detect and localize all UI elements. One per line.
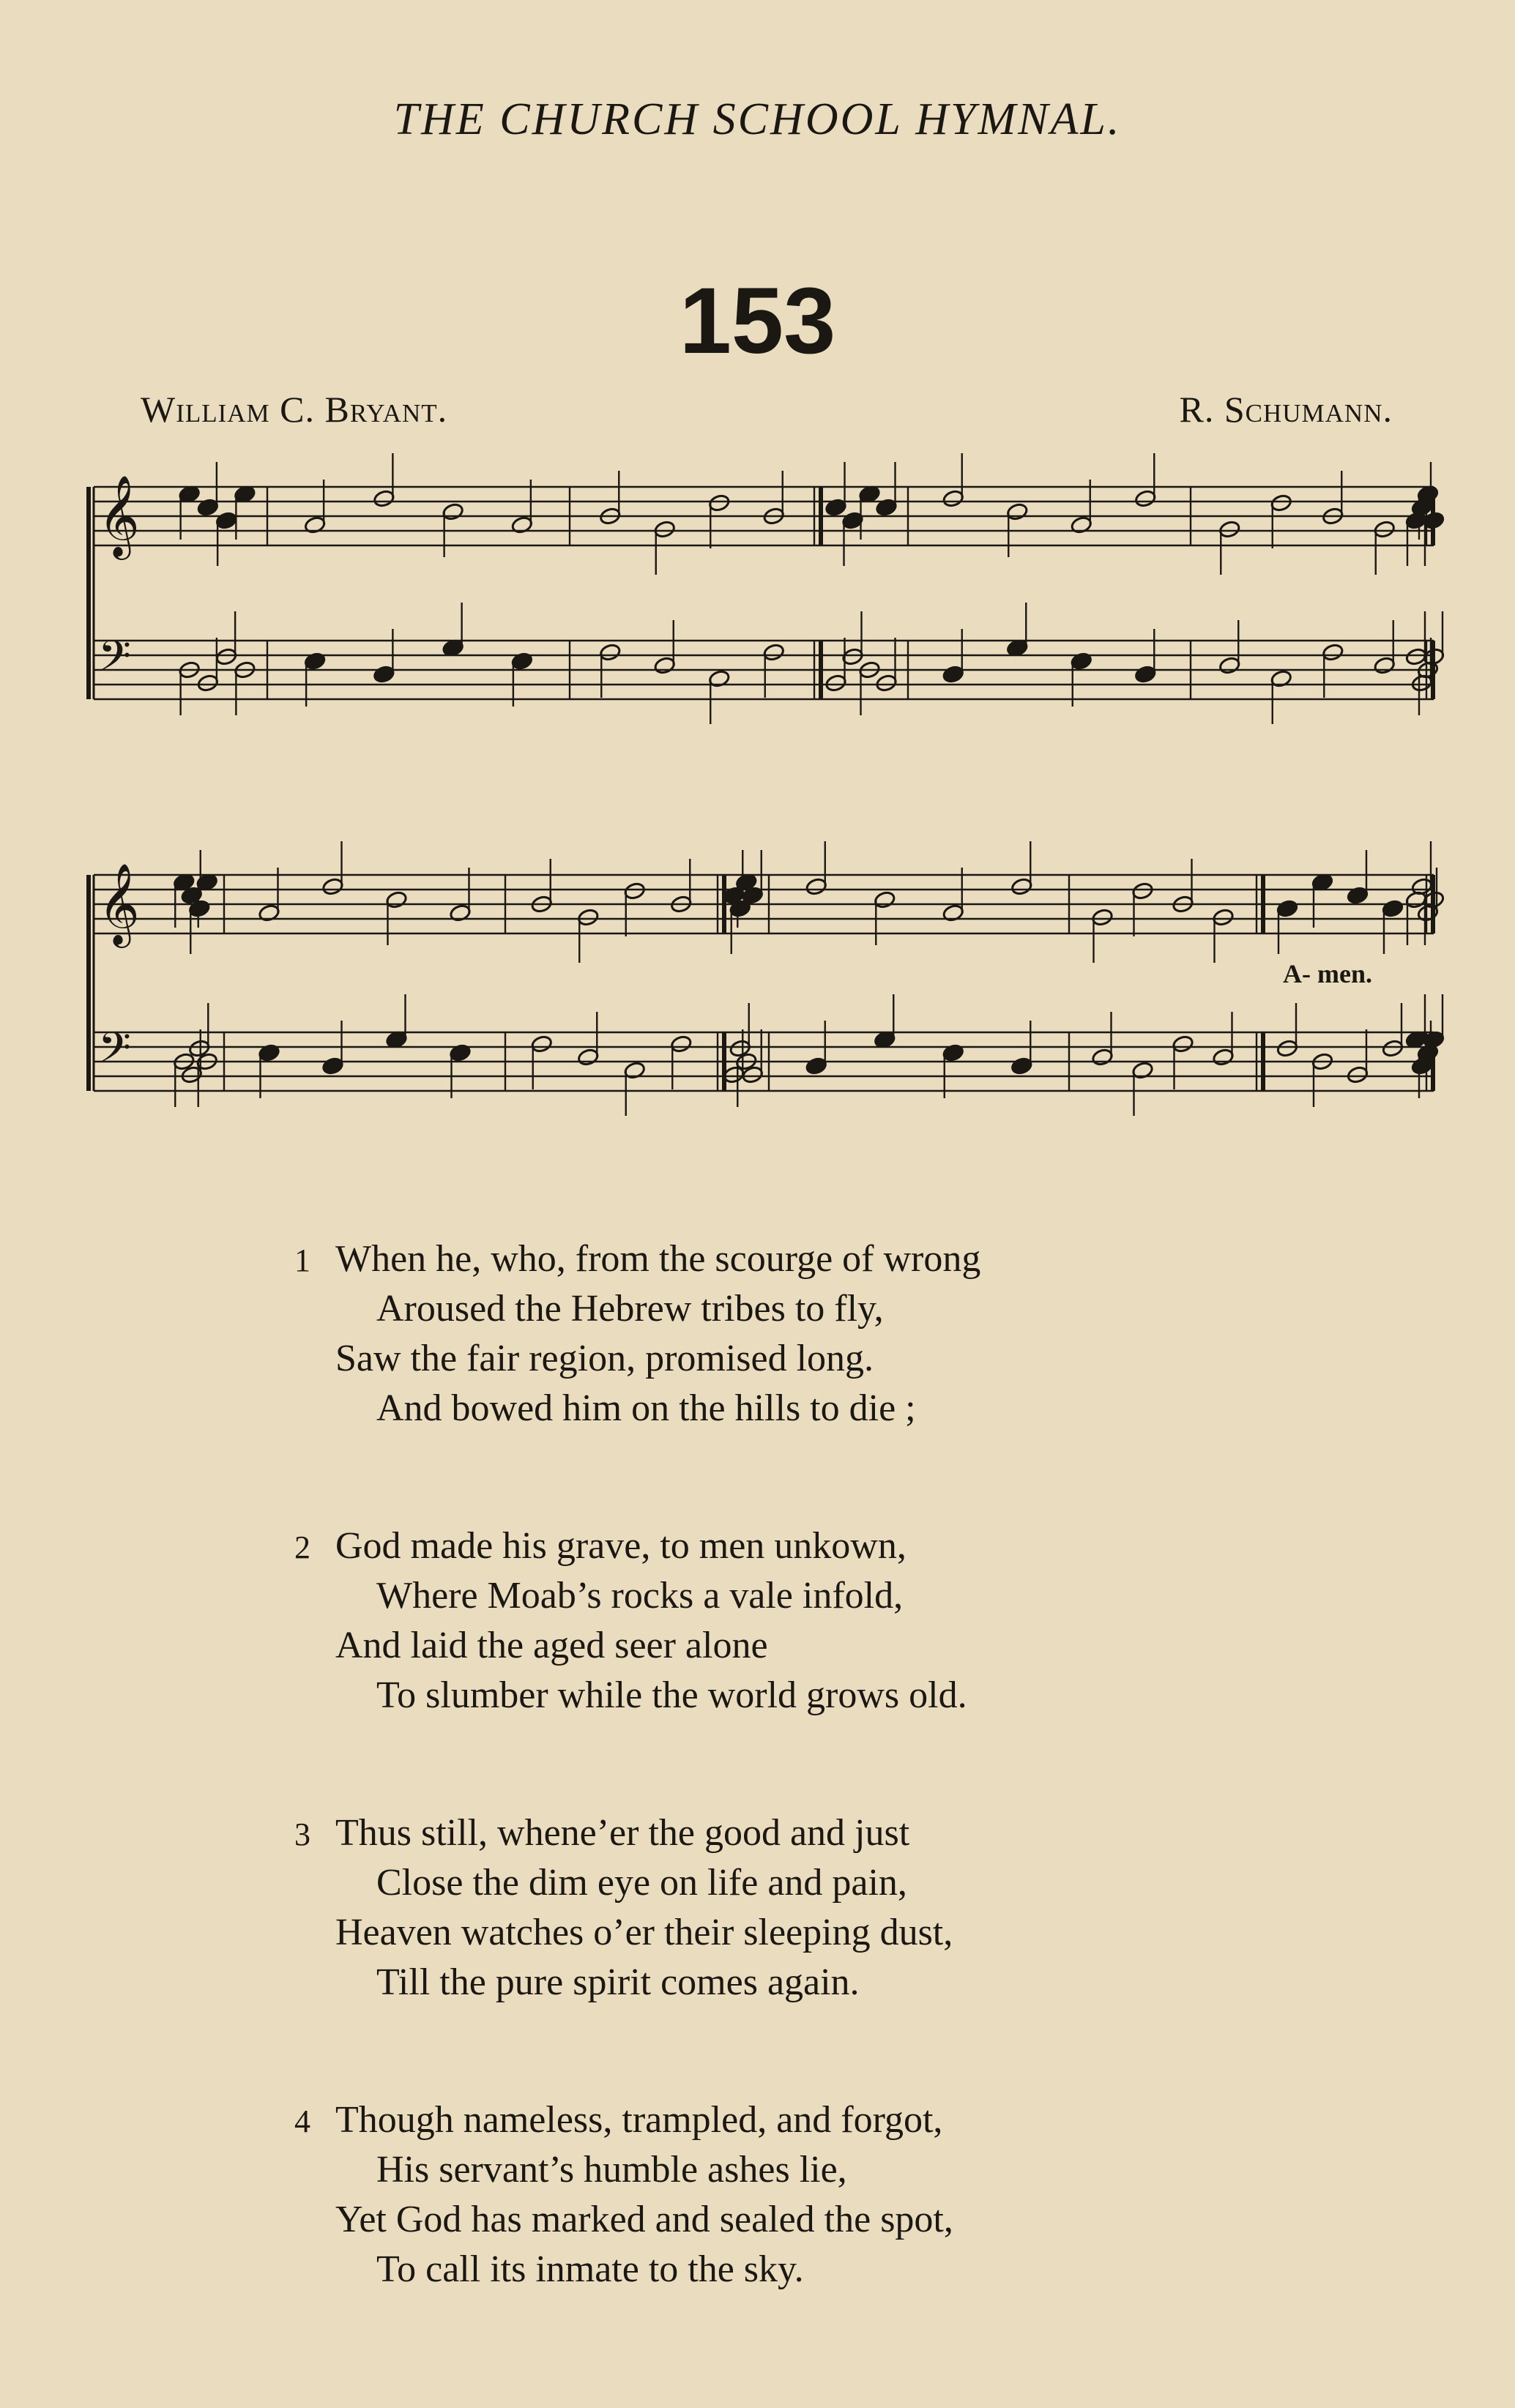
verse-line: Close the dim eye on life and pain, [376,1862,907,1904]
verse-line: Thus still, whene’er the good and just [335,1812,910,1854]
amen-label: A- men. [1283,959,1372,988]
composer-credit: R. Schumann. [1179,389,1393,430]
svg-text:𝄢: 𝄢 [98,631,132,691]
verse-line: Though nameless, trampled, and forgot, [335,2099,943,2141]
verse-line: God made his grave, to men unkown, [335,1525,907,1567]
verse-line: Saw the fair region, promised long. [335,1338,874,1379]
verse-line: When he, who, from the scourge of wrong [335,1238,981,1280]
music-score [0,0,1515,1171]
music-system-1 [86,453,1445,724]
stanza-number: 3 [294,1816,310,1852]
music-system-2 [86,841,1445,1116]
verse-line: To call its inmate to the sky. [376,2248,804,2290]
verse-line: Where Moab’s rocks a vale infold, [376,1575,904,1617]
verse-line: Aroused the Hebrew tribes to fly, [376,1288,884,1330]
stanza-number: 4 [294,2103,310,2139]
svg-text:𝄞: 𝄞 [98,862,140,944]
hymn-number: 153 [679,269,836,373]
svg-text:𝄢: 𝄢 [98,1023,132,1083]
svg-text:𝄞: 𝄞 [98,474,140,556]
verse-line: And laid the aged seer alone [335,1625,768,1666]
verse-line: Till the pure spirit comes again. [376,1961,860,2003]
running-title: THE CHURCH SCHOOL HYMNAL. [393,94,1122,144]
verse-line: Yet God has marked and sealed the spot, [335,2199,953,2240]
author-credit: William C. Bryant. [141,389,448,430]
stanza-number: 2 [294,1529,310,1565]
verse-line: To slumber while the world grows old. [376,1674,967,1716]
verse-line: And bowed him on the hills to die ; [376,1387,916,1429]
verse-line: His servant’s humble ashes lie, [376,2149,847,2191]
verse-line: Heaven watches o’er their sleeping dust, [335,1912,953,1953]
stanza-number: 1 [294,1242,310,1278]
